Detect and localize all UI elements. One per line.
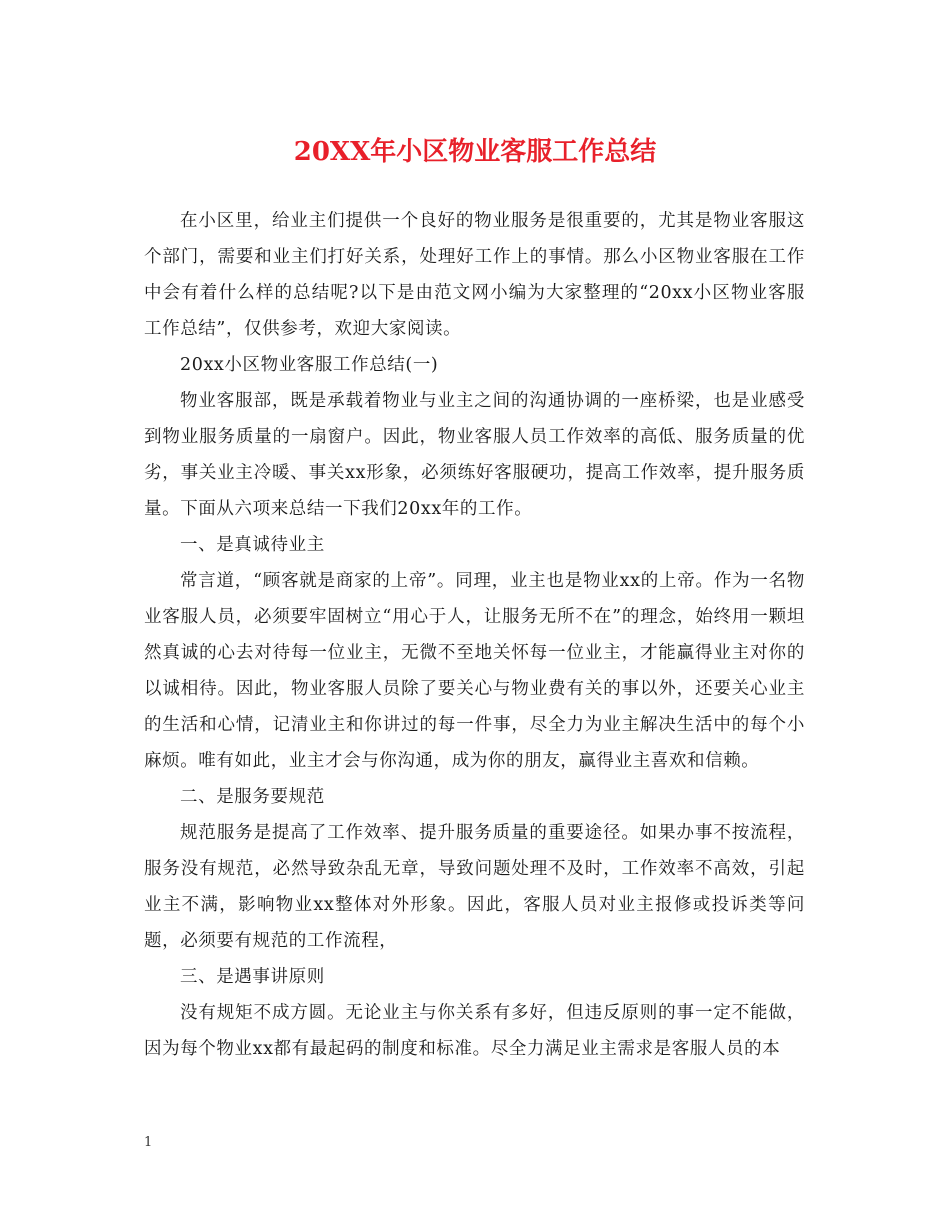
section-heading-sincerity: 一、是真诚待业主	[180, 535, 325, 555]
section-heading-principles: 三、是遇事讲原则	[180, 967, 325, 987]
paragraph-standard-service: 规范服务是提高了工作效率、提升服务质量的重要途径。如果办事不按流程，服务没有规范，必然导致杂乱无章，导致问题处理不及时，工作效率不高效，引起业主不满，影响物业xx整体对外形象。因此，客服人员对业主报修或投诉类等问题，必须要有规范的工作流程，	[144, 823, 805, 951]
paragraph-customer-service-dept: 物业客服部，既是承载着物业与业主之间的沟通协调的一座桥梁，也是业感受到物业服务质量的一扇窗户。因此，物业客服人员工作效率的高低、服务质量的优劣，事关业主冷暖、事关xx形象，必须练好客服硬功，提高工作效率，提升服务质量。下面从六项来总结一下我们20xx年的工作。	[144, 391, 805, 519]
document-body	[144, 203, 805, 1067]
section-heading-summary-one: 20xx小区物业客服工作总结(一)	[180, 355, 439, 375]
section-heading-standard-service: 二、是服务要规范	[180, 787, 325, 807]
page-number: 1	[144, 1135, 153, 1150]
paragraph-sincerity: 常言道，“顾客就是商家的上帝”。同理，业主也是物业xx的上帝。作为一名物业客服人员，必须要牢固树立“用心于人，让服务无所不在”的理念，始终用一颗坦然真诚的心去对待每一位业主，无微不至地关怀每一位业主，才能赢得业主对你的以诚相待。因此，物业客服人员除了要关心与物业费有关的事以外，还要关心业主的生活和心情，记清业主和你讲过的每一件事，尽全力为业主解决生活中的每个小麻烦。唯有如此，业主才会与你沟通，成为你的朋友，赢得业主喜欢和信赖。	[144, 571, 805, 771]
paragraph-intro: 在小区里，给业主们提供一个良好的物业服务是很重要的，尤其是物业客服这个部门，需要和业主们打好关系，处理好工作上的事情。那么小区物业客服在工作中会有着什么样的总结呢?以下是由范文网小编为大家整理的“20xx小区物业客服工作总结”，仅供参考，欢迎大家阅读。	[144, 211, 805, 339]
document-title: 20XX年小区物业客服工作总结	[293, 137, 657, 167]
paragraph-principles: 没有规矩不成方圆。无论业主与你关系有多好，但违反原则的事一定不能做，因为每个物业xx都有最起码的制度和标准。尽全力满足业主需求是客服人员的本	[144, 1003, 805, 1059]
